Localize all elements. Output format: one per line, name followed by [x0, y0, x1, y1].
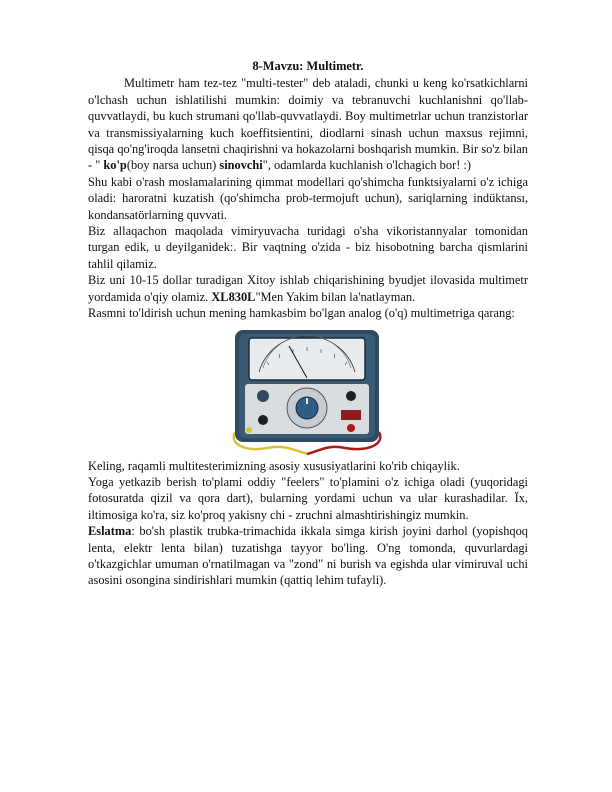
note-text: : bo'sh plastik trubka-trimachida ikkala simga kirish joyini darhol (yopishqoq lenta, elektr lenta bilan) tuzatishga tayyor bo'ling. O'ng tomonda, quvurlardagi o'tkazgichlar umuman o'rnatilmagan va "zond" ni burish va egishda ular vimiruval uchi asosini osongina sindirishlari mumkin (qattiq lehim tufayli). [88, 524, 528, 588]
paragraph-analog-reference: Rasmni to'ldirish uchun mening hamkasbim bo'lgan analog (o'q) multimetriga qarang: [88, 306, 515, 321]
intro-bold-kop: ko'p [103, 158, 127, 173]
intro-text-d: ", odamlarda kuchlanish o'lchagich bor! :) [262, 158, 471, 173]
paragraph-expensive-models: Shu kabi o'rash moslamalarining qimmat modellari qo'shimcha funktsiyalarni o'z ichiga oladi: haroratni kuzatish (qo'shimcha prob-termojuft uchun), sariqlarning indüktansı, kondansatörlarning quvvati. [88, 174, 528, 222]
paragraph-main-features: Keling, raqamli multitesterimizning asosiy xususiyatlarini ko'rib chiqaylik. [88, 458, 460, 473]
analog-multimeter-photo [88, 324, 528, 458]
paragraph-delivery-kit: Yoga yetkazib berish to'plami oddiy "feelers" to'plamini o'z ichiga oladi (yuqoridagi fotosuratda qizil va qora dart), bularning yordami uchun va ular kurashadilar. Їx, iltimosiga ko'ra, siz ko'proq yakisny chi - zruchni almashtirishingiz mumkin. [88, 474, 528, 522]
analog-multimeter-illustration [227, 324, 387, 456]
budget-text-a: Biz uni 10-15 dollar turadigan Xitoy ishlab chiqarishining byudjet ilovasida multimetr yordamida o'qiy olamiz. [88, 273, 528, 304]
intro-bold-sinovchi: sinovchi [219, 158, 263, 173]
note-label: Eslatma [88, 524, 132, 539]
paragraph-previous-article: Biz allaqachon maqolada vimiryuvacha turidagi o'sha vikoristannyalar tomonidan turgan edik, u deyilganidek:. Bir vaqtning o'zida - biz hisobotning barcha qismlarini tahlil qilamiz. [88, 224, 528, 271]
intro-text-a: Multimetr ham tez-tez "multi-tester" deb ataladi, chunki u keng ko'rsatkichlarni o'lchash uchun ishlatilishi mumkin: doimiy va tebranuvchi kuchlanishni qo'llab-quvvatlaydi, bu kuch strumani qo'llab-quvvatlaydi. Boy multimetrlar uchun tranzistorlar va transmissiyalarning kuch koeffitsientini, diodlarni sinash uchun maxsus rejimni, qisqa qo'ng'iroqda lansetni chaqirishni va hokazolarni boshqarish mumkin. Bir so'z bilan - " [88, 76, 528, 173]
paragraph-note [88, 523, 528, 589]
model-name: XL830L [211, 289, 256, 304]
paragraph-budget-device [88, 272, 528, 305]
intro-text-c: (boy narsa uchun) [126, 158, 220, 173]
budget-text-c: "Men Yakim bilan la'natlayman. [255, 289, 416, 304]
paragraph-intro [88, 75, 528, 173]
document-title: 8-Mavzu: Multimetr. [252, 59, 364, 73]
document-page [88, 58, 528, 589]
